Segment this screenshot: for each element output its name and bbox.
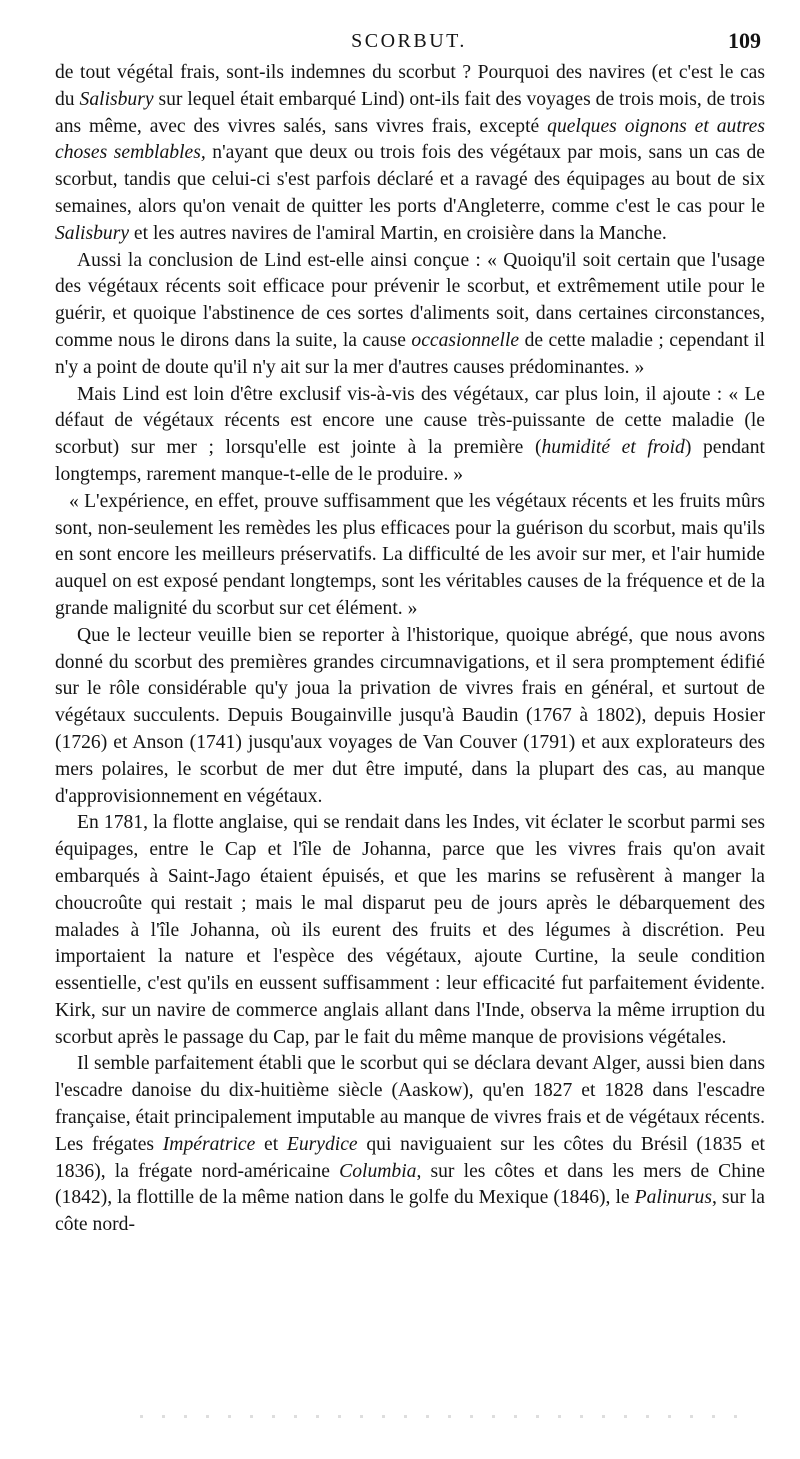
running-title: SCORBUT. (351, 30, 467, 52)
italic-text-segment: Columbia (339, 1160, 417, 1182)
text-segment: , sur la côte nord- (55, 1187, 765, 1236)
body-text (55, 60, 765, 1239)
text-segment: Mais Lind est loin d'être exclusif vis-à-vis des végétaux, car plus loin, il ajoute : « Le défaut de végétaux récents est encore une cause très-puissante de cette maladie (le scorbut) sur mer ; lorsqu'elle est jointe à la première ( (55, 383, 765, 459)
text-segment: Que le lecteur veuille bien se reporter à l'historique, quoique abrégé, que nous avons donné du scorbut des premières grandes circumnavigations, et il sera promptement édifié sur le rôle considérable qu'y joua la privation de vivres frais en général, et surtout de végétaux succulents. Depuis Bougainville jusqu'à Baudin (1767 à 1802), depuis Hosier (1726) et Anson (1741) jusqu'aux voyages de Van Couver (1791) et aux explorateurs des mers polaires, le scorbut de mer dut être imputé, dans la plupart des cas, au manque d'approvisionnement en végétaux. (55, 624, 765, 807)
text-segment: ) pendant longtemps, rarement manque-t-elle de le produire. » (55, 437, 765, 485)
page-number: 109 (728, 28, 761, 53)
text-segment: Il semble parfaitement établi que le scorbut qui se déclara devant Alger, aussi bien dans l'escadre danoise du dix-huitième siècle (Aaskow), qu'en 1827 et 1828 dans l'escadre française, était principalement imputable au manque de vivres frais et de végétaux récents. Les frégates (55, 1053, 765, 1155)
paragraph (55, 810, 765, 1051)
paragraph (55, 382, 765, 489)
text-segment: de tout végétal frais, sont-ils indemnes du scorbut ? Pourquoi des navires (et c'est le cas du (55, 62, 765, 110)
italic-text-segment: humidité et froid (541, 437, 685, 459)
scan-artifact-line (140, 1415, 740, 1418)
italic-text-segment: occasionnelle (411, 329, 520, 351)
italic-text-segment: Salisbury (55, 222, 130, 244)
italic-text-segment: Palinurus (634, 1187, 712, 1209)
text-segment: qui naviguaient sur les côtes du Brésil (1835 et 1836), la frégate nord-américaine (55, 1133, 765, 1182)
italic-text-segment: quelques oignons et autres choses semblables, (55, 115, 766, 164)
paragraph (55, 623, 765, 811)
text-segment: et les autres navires de l'amiral Martin, en croisière dans la Manche. (129, 222, 667, 244)
paragraph (55, 248, 765, 382)
paragraph (55, 60, 765, 248)
text-segment: sur lequel était embarqué Lind) ont-ils fait des voyages de trois mois, de trois ans même, avec des vivres salés, sans vivres frais, excepté (55, 88, 765, 137)
text-segment: En 1781, la flotte anglaise, qui se rendait dans les Indes, vit éclater le scorbut parmi ses équipages, entre le Cap et l'île de Johanna, parce que les vivres frais qu'on avait embarqués à Saint-Jago étaient épuisés, et que les marins se refusèrent à manger la choucroûte qui restait ; mais le mal disparut peu de jours après le débarquement des malades à l'île Johanna, où ils eurent des fruits et des légumes à discrétion. Peu importaient la nature et l'espèce des végétaux, ajoute Curtine, la seule condition essentielle, c'est qu'ils en eussent suffisamment : leur efficacité fut parfaitement évidente. Kirk, sur un navire de commerce anglais allant dans l'Inde, observa la même irruption du scorbut après le passage du Cap, par le fait du même manque de provisions végétales. (55, 812, 765, 1048)
text-segment: de cette maladie ; cependant il n'y a point de doute qu'il n'y ait sur la mer d'autres causes prédominantes. » (55, 329, 765, 378)
text-segment: n'ayant que deux ou trois fois des végétaux par mois, sans un cas de scorbut, tandis que celui-ci s'est parfois déclaré et a ravagé des équipages au bout de six semaines, alors qu'on venait de quitter les ports d'Angleterre, comme c'est le cas pour le (55, 142, 765, 217)
text-segment: Aussi la conclusion de Lind est-elle ainsi conçue : « Quoiqu'il soit certain que l'usage des végétaux récents soit efficace pour prévenir le scorbut, et extrêmement utile pour le guérir, et quoique l'abstinence de ces sortes d'aliments soit, dans certaines circonstances, comme nous le dirons dans la suite, la cause (55, 249, 765, 351)
text-segment: , sur les côtes et dans les mers de Chine (1842), la flottille de la même nation dans le golfe du Mexique (1846), le (55, 1160, 765, 1209)
paragraph (55, 489, 765, 623)
text-segment: et (255, 1133, 287, 1155)
page-header (55, 30, 763, 58)
italic-text-segment: Impératrice (162, 1133, 256, 1155)
italic-text-segment: Eurydice (286, 1133, 358, 1155)
paragraph (55, 1051, 765, 1239)
text-segment: « L'expérience, en effet, prouve suffisamment que les végétaux récents et les fruits mûrs sont, non-seulement les remèdes les plus efficaces pour la guérison du scorbut, mais qu'ils en sont encore les meilleurs préservatifs. La difficulté de les avoir sur mer, et l'air humide auquel on est exposé pendant longtemps, sont les véritables causes de la fréquence et de la grande malignité du scorbut sur cet élément. » (55, 490, 765, 619)
italic-text-segment: Salisbury (79, 88, 154, 110)
